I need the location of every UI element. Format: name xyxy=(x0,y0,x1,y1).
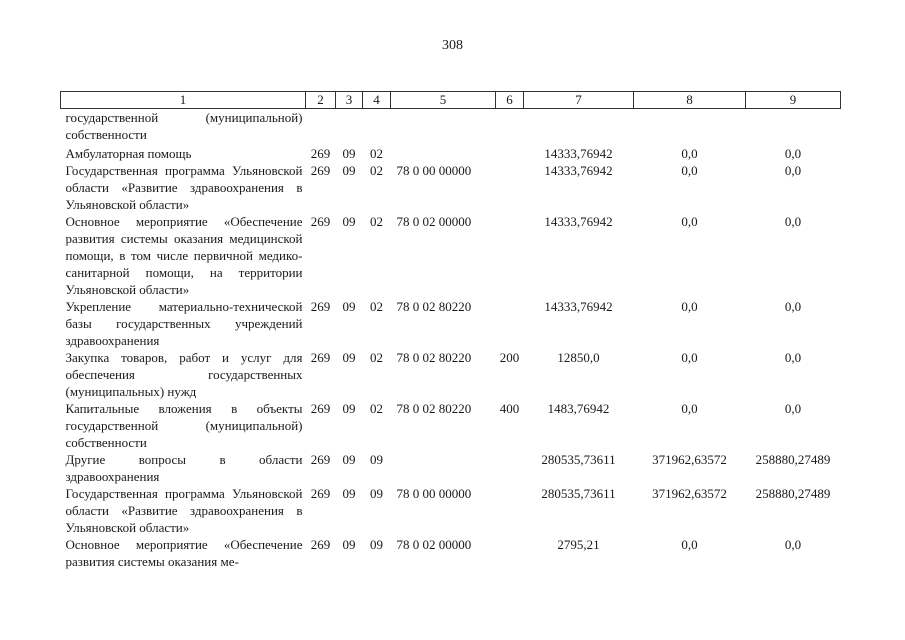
cell-subsection: 02 xyxy=(370,163,383,178)
cell-amount-year-2 xyxy=(634,109,746,144)
cell-subsection: 02 xyxy=(370,299,383,314)
cell-subsection: 09 xyxy=(370,486,383,501)
row-name: Капитальные вложения в объекты государственной (муниципальной) собственности xyxy=(65,401,303,450)
cell-expense-type xyxy=(496,536,524,570)
cell-amount-year-1: 14333,76942 xyxy=(544,146,613,161)
cell-amount-year-3: 0,0 xyxy=(784,537,802,552)
cell-subsection: 02 xyxy=(370,146,383,161)
cell-admin-code xyxy=(306,109,336,144)
cell-amount-year-2: 0,0 xyxy=(681,163,698,178)
row-name: Закупка товаров, работ и услуг для обеспечения государственных (муниципальных) нужд xyxy=(65,350,303,399)
cell-target-article: 78 0 02 00000 xyxy=(396,214,472,229)
row-name: Другие вопросы в области здравоохранения xyxy=(65,452,303,484)
cell-expense-type xyxy=(496,451,524,485)
table-row xyxy=(61,400,841,451)
cell-section xyxy=(336,109,363,144)
table-row xyxy=(61,109,841,144)
cell-expense-type xyxy=(496,298,524,349)
table-row xyxy=(61,143,841,162)
table-row xyxy=(61,213,841,298)
cell-expense-type xyxy=(496,485,524,536)
cell-amount-year-3: 0,0 xyxy=(784,163,802,178)
cell-amount-year-2: 0,0 xyxy=(681,401,698,416)
cell-target-article: 78 0 00 00000 xyxy=(396,486,472,501)
cell-admin-code: 269 xyxy=(310,163,331,178)
table-row xyxy=(61,485,841,536)
cell-subsection xyxy=(363,109,391,144)
cell-amount-year-2: 371962,63572 xyxy=(652,452,727,467)
cell-target-article: 78 0 02 80220 xyxy=(396,299,472,314)
cell-expense-type xyxy=(496,213,524,298)
table-row xyxy=(61,298,841,349)
cell-section: 09 xyxy=(342,452,356,467)
cell-amount-year-3: 258880,27489 xyxy=(755,486,831,501)
cell-amount-year-2: 0,0 xyxy=(681,214,698,229)
cell-subsection: 09 xyxy=(370,537,383,552)
cell-amount-year-1 xyxy=(524,109,634,144)
column-header: 1 xyxy=(61,92,306,109)
column-header: 8 xyxy=(634,92,746,109)
cell-admin-code: 269 xyxy=(310,146,331,161)
cell-amount-year-3: 0,0 xyxy=(784,401,802,416)
column-header: 4 xyxy=(363,92,391,109)
cell-expense-type: 200 xyxy=(499,350,520,365)
cell-amount-year-2: 0,0 xyxy=(681,537,698,552)
cell-amount-year-1: 1483,76942 xyxy=(547,401,610,416)
row-name: Государственная программа Ульяновской области «Развитие здравоохранения в Ульяновской области» xyxy=(65,163,303,212)
cell-target-article xyxy=(391,109,496,144)
cell-section: 09 xyxy=(342,486,356,501)
cell-admin-code: 269 xyxy=(310,452,331,467)
cell-admin-code: 269 xyxy=(310,299,331,314)
row-name: государственной (муниципальной) собственности xyxy=(65,110,303,142)
row-name: Укрепление материально-технической базы государственных учреждений здравоохранения xyxy=(65,299,303,348)
row-name: Основное мероприятие «Обеспечение развития системы оказания медицинской помощи, в том числе первичной медико-санитарной помощи, на территории Ульяновской области» xyxy=(65,214,303,297)
cell-section: 09 xyxy=(342,214,356,229)
cell-amount-year-3: 0,0 xyxy=(784,350,802,365)
cell-admin-code: 269 xyxy=(310,214,331,229)
cell-amount-year-2: 0,0 xyxy=(681,299,698,314)
cell-expense-type xyxy=(496,143,524,162)
cell-section: 09 xyxy=(342,537,356,552)
cell-subsection: 02 xyxy=(370,214,383,229)
cell-expense-type: 400 xyxy=(499,401,520,416)
cell-target-article: 78 0 02 80220 xyxy=(396,401,472,416)
table-row xyxy=(61,536,841,570)
column-header: 6 xyxy=(496,92,524,109)
table-body xyxy=(61,109,841,571)
cell-section: 09 xyxy=(342,146,356,161)
cell-section: 09 xyxy=(342,299,356,314)
cell-amount-year-2: 0,0 xyxy=(681,146,698,161)
cell-subsection: 02 xyxy=(370,401,383,416)
column-header: 5 xyxy=(391,92,496,109)
cell-amount-year-1: 12850,0 xyxy=(557,350,600,365)
table-row xyxy=(61,451,841,485)
row-name: Амбулаторная помощь xyxy=(65,146,192,161)
cell-expense-type xyxy=(496,109,524,144)
cell-amount-year-3: 0,0 xyxy=(784,214,802,229)
cell-admin-code: 269 xyxy=(310,350,331,365)
table-row xyxy=(61,349,841,400)
cell-admin-code: 269 xyxy=(310,401,331,416)
column-header: 2 xyxy=(306,92,336,109)
row-name: Государственная программа Ульяновской области «Развитие здравоохранения в Ульяновской области» xyxy=(65,486,303,535)
row-name: Основное мероприятие «Обеспечение развития системы оказания ме- xyxy=(65,537,303,569)
cell-amount-year-3 xyxy=(746,109,841,144)
column-header: 3 xyxy=(336,92,363,109)
cell-section: 09 xyxy=(342,401,356,416)
budget-table xyxy=(60,91,841,570)
cell-admin-code: 269 xyxy=(310,537,331,552)
cell-target-article: 78 0 02 00000 xyxy=(396,537,472,552)
cell-amount-year-2: 371962,63572 xyxy=(652,486,727,501)
column-header: 7 xyxy=(524,92,634,109)
cell-amount-year-1: 2795,21 xyxy=(557,537,600,552)
column-header: 9 xyxy=(746,92,841,109)
cell-amount-year-1: 14333,76942 xyxy=(544,214,613,229)
cell-target-article xyxy=(391,143,496,162)
table-header-row xyxy=(61,92,841,109)
cell-target-article xyxy=(391,451,496,485)
cell-target-article: 78 0 00 00000 xyxy=(396,163,472,178)
cell-amount-year-1: 280535,73611 xyxy=(541,486,616,501)
cell-subsection: 02 xyxy=(370,350,383,365)
cell-amount-year-1: 280535,73611 xyxy=(541,452,616,467)
cell-section: 09 xyxy=(342,163,356,178)
cell-amount-year-3: 258880,27489 xyxy=(755,452,831,467)
table-row xyxy=(61,162,841,213)
cell-amount-year-3: 0,0 xyxy=(784,299,802,314)
cell-target-article: 78 0 02 80220 xyxy=(396,350,472,365)
cell-subsection: 09 xyxy=(370,452,383,467)
cell-amount-year-1: 14333,76942 xyxy=(544,163,613,178)
cell-amount-year-2: 0,0 xyxy=(681,350,698,365)
cell-admin-code: 269 xyxy=(310,486,331,501)
cell-amount-year-3: 0,0 xyxy=(784,146,802,161)
page-number: 308 xyxy=(442,38,463,53)
cell-expense-type xyxy=(496,162,524,213)
cell-section: 09 xyxy=(342,350,356,365)
cell-amount-year-1: 14333,76942 xyxy=(544,299,613,314)
